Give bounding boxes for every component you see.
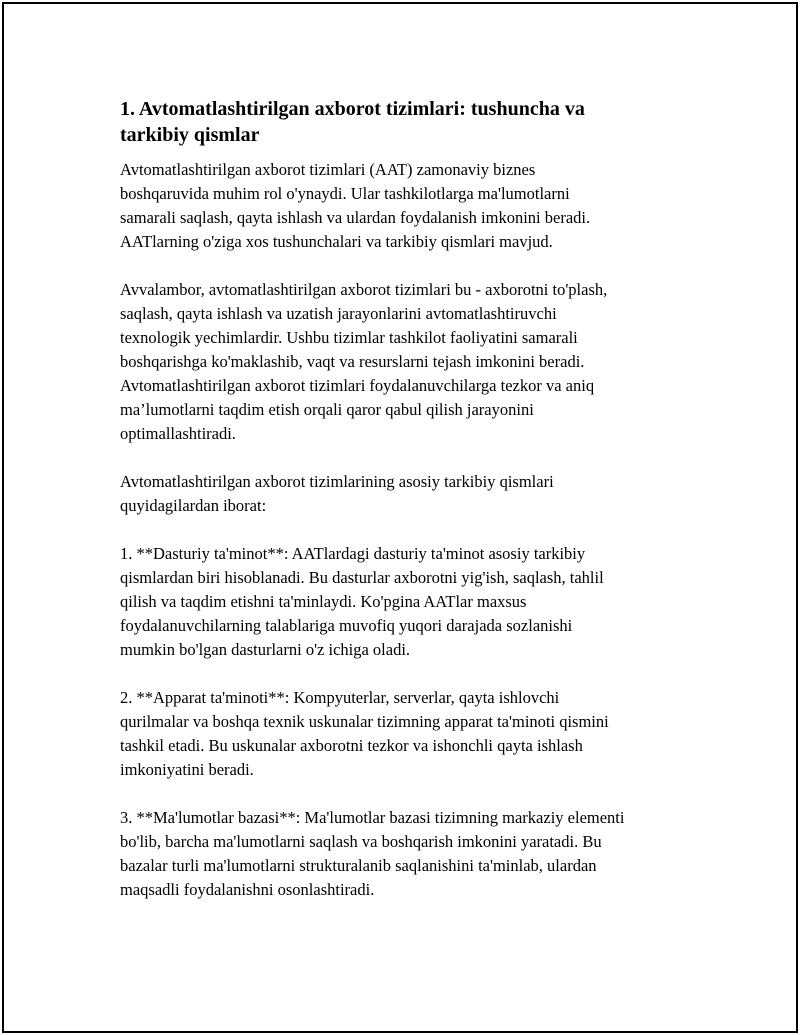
document-page bbox=[2, 2, 798, 1033]
paragraph-gap bbox=[120, 446, 700, 470]
list-item-database: 3. **Ma'lumotlar bazasi**: Ma'lumotlar bazasi tizimning markaziy elementi bo'lib, barcha ma'lumotlarni saqlash va boshqarish imkonini yaratadi. Bu bazalar turli ma'lumotlarni strukturalanib saqlanishini ta'minlab, ulardan maqsadli foydalanishni osonlashtiradi. bbox=[120, 808, 625, 899]
paragraph-gap bbox=[120, 518, 700, 542]
document-body bbox=[120, 96, 700, 902]
paragraph-gap bbox=[120, 662, 700, 686]
paragraph-components-intro: Avtomatlashtirilgan axborot tizimlarining asosiy tarkibiy qismlari quyidagilardan iborat: bbox=[120, 472, 554, 515]
paragraph-gap bbox=[120, 254, 700, 278]
paragraph-definition: Avvalambor, avtomatlashtirilgan axborot tizimlari bu - axborotni to'plash, saqlash, qayta ishlash va uzatish jarayonlarini avtomatlashtiruvchi texnologik yechimlardir. Ushbu tizimlar tashkilot faoliyatini samarali boshqarishga ko'maklashib, vaqt va resurslarni tejash imkonini beradi. Avtomatlashtirilgan axborot tizimlari foydalanuvchilarga tezkor va aniq ma’lumotlarni taqdim etish orqali qaror qabul qilish jarayonini optimallashtiradi. bbox=[120, 280, 608, 443]
list-item-hardware: 2. **Apparat ta'minoti**: Kompyuterlar, serverlar, qayta ishlovchi qurilmalar va boshqa texnik uskunalar tizimning apparat ta'minoti qismini tashkil etadi. Bu uskunalar axborotni tezkor va ishonchli qayta ishlash imkoniyatini beradi. bbox=[120, 688, 609, 779]
section-heading: 1. Avtomatlashtirilgan axborot tizimlari: tushuncha va tarkibiy qismlar bbox=[120, 98, 585, 146]
paragraph-intro: Avtomatlashtirilgan axborot tizimlari (AAT) zamonaviy biznes boshqaruvida muhim rol o'ynaydi. Ular tashkilotlarga ma'lumotlarni samarali saqlash, qayta ishlash va ulardan foydalanish imkonini beradi. AATlarning o'ziga xos tushunchalari va tarkibiy qismlari mavjud. bbox=[120, 160, 591, 251]
paragraph-gap bbox=[120, 782, 700, 806]
list-item-software: 1. **Dasturiy ta'minot**: AATlardagi dasturiy ta'minot asosiy tarkibiy qismlardan biri hisoblanadi. Bu dasturlar axborotni yig'ish, saqlash, tahlil qilish va taqdim etishni ta'minlaydi. Ko'pgina AATlar maxsus foydalanuvchilarning talablariga muvofiq yuqori darajada sozlanishi mumkin bo'lgan dasturlarni o'z ichiga oladi. bbox=[120, 544, 604, 659]
